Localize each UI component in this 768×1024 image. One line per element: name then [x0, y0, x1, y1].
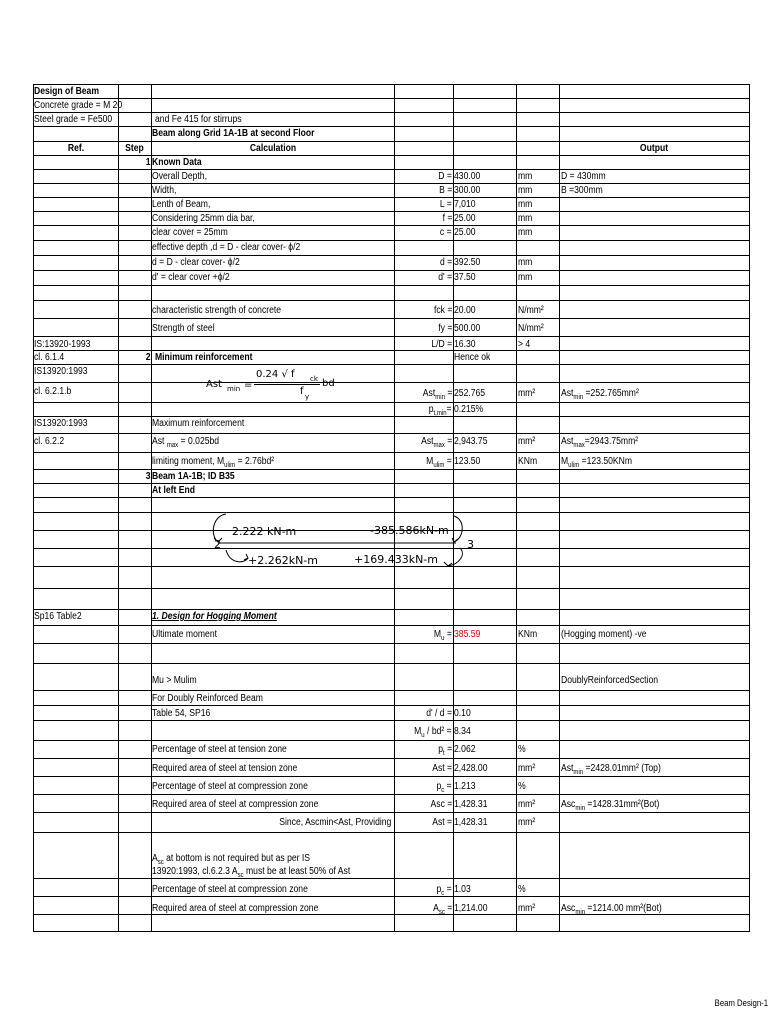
output-value: =1428.31mm²(Bot)	[585, 799, 660, 810]
note-text-rest: must be at least 50% of Ast	[243, 866, 351, 877]
formula-rest: = 0.025bd	[178, 436, 220, 447]
symbol-text: p	[438, 744, 443, 755]
grid-row-line	[33, 112, 750, 113]
formula-denominator: f	[300, 386, 304, 397]
calc-unit: mm²	[518, 388, 536, 399]
calc-symbol: L/D =	[431, 339, 452, 350]
label-text: limiting moment, M	[152, 456, 225, 467]
calc-symbol: c =	[440, 227, 452, 238]
symbol-text: Ast	[420, 436, 434, 447]
calc-label: d = D - clear cover- ϕ/2	[152, 257, 240, 268]
calc-label: Percentage of steel at tension zone	[152, 744, 287, 755]
ref-code: IS13920:1993	[34, 366, 88, 377]
calc-unit: KNm	[518, 456, 538, 467]
note-text: 13920:1993, cl.6.2.3 A	[152, 866, 238, 877]
label-subscript: ulim	[224, 462, 236, 469]
output-subscript: ulim	[568, 462, 580, 469]
calc-value: 25.00	[454, 227, 476, 238]
note-subscript: sc	[237, 872, 244, 879]
grid-row-line	[33, 720, 750, 721]
calc-label: Table 54, SP16	[152, 708, 211, 719]
sheet-title: Design of Beam	[34, 86, 99, 97]
output-value: =123.50KNm	[579, 456, 633, 467]
formula-subscript: max	[166, 442, 179, 449]
symbol-subscript: u	[421, 732, 425, 739]
calc-unit: %	[518, 781, 526, 792]
symbol-subscript: sc	[438, 909, 445, 916]
grid-row-line	[33, 183, 750, 184]
calc-unit: %	[518, 884, 526, 895]
grid-row-line	[33, 336, 750, 337]
calc-value: 123.50	[454, 456, 481, 467]
grid-row-line	[33, 740, 750, 741]
calc-value: 500.00	[454, 323, 481, 334]
section-subheading: At left End	[152, 485, 195, 496]
grid-row-line	[33, 497, 750, 498]
concrete-grade: Concrete grade = M 20	[34, 100, 123, 111]
calc-symbol: Asc =	[430, 799, 452, 810]
calc-value: 1.03	[454, 884, 471, 895]
grid-row-line	[33, 832, 750, 833]
fraction-bar	[254, 384, 320, 385]
calc-output	[561, 799, 659, 815]
ref-clause: cl. 6.1.4	[34, 352, 65, 363]
step-number: 3	[146, 471, 151, 482]
grid-column-line	[749, 84, 750, 932]
grid-row-line	[33, 169, 750, 170]
section-heading: Known Data	[152, 157, 202, 168]
grid-row-line	[33, 931, 750, 932]
grid-column-line	[118, 84, 119, 932]
grid-row-line	[33, 318, 750, 319]
sagging-arrow-right-icon	[448, 548, 462, 566]
output-subscript: min	[575, 805, 586, 812]
stirrup-grade: and Fe 415 for stirrups	[155, 114, 242, 125]
moment-bottom-right: +169.433kN-m	[354, 553, 438, 566]
grid-row-line	[33, 270, 750, 271]
grid-row-line	[33, 225, 750, 226]
note-subscript: sc	[157, 859, 164, 866]
grid-row-line	[33, 240, 750, 241]
calc-symbol	[434, 629, 452, 645]
section-heading: 1. Design for Hogging Moment	[152, 611, 277, 622]
calc-label: Required area of steel at tension zone	[152, 763, 298, 774]
calc-symbol: Ast$_{min}$ =	[422, 388, 452, 401]
calc-symbol: $p_{t,min}=$	[429, 404, 452, 417]
calc-unit: mm	[518, 272, 533, 283]
header-output: Output	[639, 143, 669, 154]
symbol-text: M	[426, 456, 434, 467]
calc-unit: mm	[518, 171, 533, 182]
formula-lhs: Ast	[206, 379, 222, 390]
output-subscript: min	[573, 394, 584, 401]
output-value: =2943.75mm²	[584, 436, 639, 447]
grid-row-line	[33, 350, 750, 351]
calc-unit: KNm	[518, 629, 538, 640]
ref-clause: cl. 6.2.2	[34, 436, 65, 447]
ast-min-formula	[206, 368, 346, 404]
section-heading: Minimum reinforcement	[155, 352, 253, 363]
grid-row-line	[33, 84, 750, 85]
grid-row-line	[33, 794, 750, 795]
calc-label: Percentage of steel at compression zone	[152, 884, 308, 895]
grid-row-line	[33, 625, 750, 626]
calc-unit: mm	[518, 227, 533, 238]
grid-row-line	[33, 643, 750, 644]
moment-bottom-left: +2.262kN-m	[248, 554, 318, 567]
grid-row-line	[33, 300, 750, 301]
grid-row-line	[33, 402, 750, 403]
calc-label: Lenth of Beam,	[152, 199, 211, 210]
grid-row-line	[33, 126, 750, 127]
calc-label: clear cover = 25mm	[152, 227, 228, 238]
output-text: Ast	[561, 763, 574, 774]
grid-row-line	[33, 433, 750, 434]
calc-symbol	[437, 884, 452, 900]
grid-column-line	[33, 84, 34, 932]
calc-value: 392.50	[454, 257, 481, 268]
calc-symbol	[438, 744, 452, 760]
symbol-text: M	[434, 629, 442, 640]
header-ref: Ref.	[67, 143, 85, 154]
calc-label: Required area of steel at compression zone	[152, 903, 319, 914]
symbol-subscript: u	[441, 635, 445, 642]
moment-top-right: -385.586kN-m	[370, 524, 449, 537]
grid-row-line	[33, 285, 750, 286]
calc-label: Since, Ascmin<Ast, Providing	[278, 817, 391, 828]
calc-value: 2,943.75	[454, 436, 488, 447]
grid-row-line	[33, 588, 750, 589]
output-subscript: min	[573, 769, 584, 776]
calc-value: 16.30	[454, 339, 476, 350]
grid-row-line	[33, 452, 750, 453]
output-text: Asc	[561, 903, 576, 914]
grid-row-line	[33, 705, 750, 706]
calc-value: 7,010	[454, 199, 476, 210]
formula-lhs-sub: min	[227, 385, 241, 393]
calc-unit: > 4	[518, 339, 531, 350]
formula-text: Ast	[152, 436, 167, 447]
grid-row-line	[33, 255, 750, 256]
steel-grade: Steel grade = Fe500	[34, 114, 113, 125]
symbol-text: p	[429, 404, 434, 415]
node-left-label: 2	[214, 538, 221, 551]
output-value: =2428.01mm² (Top)	[583, 763, 661, 774]
calc-value: 20.00	[454, 305, 476, 316]
calc-symbol	[437, 781, 452, 797]
beam-location: Beam along Grid 1A-1B at second Floor	[152, 128, 315, 139]
output-subscript: min	[575, 909, 586, 916]
calc-output: B =300mm	[561, 185, 603, 196]
calc-symbol: B =	[438, 185, 452, 196]
calc-symbol: fck =	[433, 305, 452, 316]
calc-unit: mm²	[518, 799, 536, 810]
ref-clause: cl. 6.2.1.b	[34, 386, 72, 397]
calc-label	[152, 436, 219, 452]
note-line-2	[152, 866, 350, 882]
calc-symbol: D =	[438, 171, 452, 182]
calc-unit: mm	[518, 185, 533, 196]
symbol-text: p	[436, 884, 442, 895]
symbol-subscript: min	[434, 394, 445, 401]
calc-output	[561, 903, 662, 919]
output-value: =252.765mm²	[583, 388, 639, 399]
calc-symbol	[433, 903, 452, 919]
calc-label: effective depth ,d = D - clear cover- ϕ/2	[152, 242, 301, 253]
symbol-text: M	[414, 726, 422, 737]
calc-label: For Doubly Reinforced Beam	[152, 693, 263, 704]
formula-numerator-sub: ck	[310, 375, 318, 383]
calc-label	[152, 456, 274, 472]
grid-row-line	[33, 469, 750, 470]
grid-row-line	[33, 878, 750, 879]
grid-row-line	[33, 382, 750, 383]
grid-row-line	[33, 197, 750, 198]
calc-unit: %	[518, 744, 526, 755]
sheet-footer: Beam Design-1	[714, 998, 768, 1008]
calc-symbol: d' / d =	[426, 708, 452, 719]
hogging-arrow-right-icon	[454, 516, 462, 542]
grid-row-line	[33, 155, 750, 156]
calc-symbol: Ast$_{max}$ =	[420, 436, 452, 449]
calc-unit: mm²	[518, 763, 536, 774]
grid-row-line	[33, 364, 750, 365]
ultimate-moment-value: 385.59	[454, 629, 481, 640]
grid-row-line	[33, 98, 750, 99]
symbol-text: Ast	[422, 388, 435, 399]
calc-value: 252.765	[454, 388, 486, 399]
formula-denominator-sub: y	[305, 393, 310, 401]
symbol-subscript: c	[441, 890, 445, 897]
symbol-text: p	[436, 781, 442, 792]
grid-row-line	[33, 141, 750, 142]
header-calculation: Calculation	[249, 143, 297, 154]
calc-value: 37.50	[454, 272, 476, 283]
calc-unit: N/mm²	[518, 323, 544, 334]
calc-unit: mm²	[518, 436, 536, 447]
calc-unit: mm	[518, 257, 533, 268]
calc-unit: mm²	[518, 817, 536, 828]
calc-value: 2.062	[454, 744, 476, 755]
calc-label: Mu > Mulim	[152, 675, 197, 686]
grid-row-line	[33, 758, 750, 759]
grid-row-line	[33, 609, 750, 610]
note-symbol: A	[152, 853, 158, 864]
step-number: 2	[146, 352, 151, 363]
calc-value: 0.10	[454, 708, 471, 719]
calc-value: 25.00	[454, 213, 476, 224]
symbol-subscript: t,min	[433, 410, 447, 417]
symbol-equals: =	[444, 903, 452, 914]
calc-symbol: $M_{ulim}$ =	[426, 456, 452, 469]
calc-output	[561, 456, 632, 472]
calc-value: 8.34	[454, 726, 471, 737]
grid-column-line	[394, 84, 395, 932]
calc-value: 1,214.00	[454, 903, 488, 914]
ref-code: Sp16 Table2	[34, 611, 82, 622]
calc-label: characteristic strength of concrete	[152, 305, 282, 316]
symbol-equals: =	[444, 744, 452, 755]
calc-unit: mm	[518, 199, 533, 210]
header-step: Step	[125, 143, 144, 154]
calc-output: DoublyReinforcedSection	[561, 675, 659, 686]
formula-equals: =	[244, 380, 253, 391]
grid-row-line	[33, 663, 750, 664]
calc-value: 300.00	[454, 185, 481, 196]
calc-label: Strength of steel	[152, 323, 215, 334]
calc-value: 0.215%	[454, 404, 484, 415]
calc-symbol: Ast =	[432, 817, 452, 828]
calc-output	[561, 436, 638, 452]
calc-symbol	[414, 726, 452, 742]
symbol-subscript: c	[441, 787, 445, 794]
symbol-rest: / bd² =	[424, 726, 452, 737]
symbol-equals: =	[444, 781, 452, 792]
calc-value: 1,428.31	[454, 799, 488, 810]
calc-output	[561, 763, 661, 779]
calc-label: Percentage of steel at compression zone	[152, 781, 308, 792]
grid-column-line	[559, 84, 560, 932]
output-text: Asc	[561, 799, 576, 810]
grid-row-line	[33, 483, 750, 484]
output-value: =1214.00 mm²(Bot)	[585, 903, 662, 914]
calc-symbol: L =	[440, 199, 452, 210]
calc-symbol: d' =	[438, 272, 452, 283]
symbol-text: A	[432, 903, 439, 914]
moment-top-left: 2.222 kN-m	[232, 525, 297, 538]
calc-unit: mm²	[518, 903, 536, 914]
output-subscript: max	[573, 442, 585, 449]
symbol-equals: =	[444, 884, 452, 895]
calc-symbol: d =	[439, 257, 452, 268]
grid-row-line	[33, 690, 750, 691]
check-result: Hence ok	[454, 352, 491, 363]
symbol-subscript: max	[433, 442, 445, 449]
calc-unit: N/mm²	[518, 305, 544, 316]
grid-row-line	[33, 416, 750, 417]
symbol-subscript: ulim	[433, 462, 445, 469]
calc-value: 430.00	[454, 171, 481, 182]
calc-label: Required area of steel at compression zone	[152, 799, 319, 810]
calc-output: (Hogging moment) -ve	[561, 629, 647, 640]
node-right-label: 3	[467, 538, 474, 551]
section-heading: Beam 1A-1B; ID B35	[152, 471, 235, 482]
moment-diagram	[200, 510, 500, 574]
calc-output	[561, 388, 639, 404]
symbol-equals: =	[444, 629, 452, 640]
calc-symbol: f =	[442, 213, 452, 224]
calc-symbol: fy =	[437, 323, 452, 334]
calc-output: D = 430mm	[561, 171, 606, 182]
calc-label: d' = clear cover +ϕ/2	[152, 272, 230, 283]
grid-row-line	[33, 896, 750, 897]
output-text: M	[561, 456, 569, 467]
ref-code: IS:13920-1993	[34, 339, 91, 350]
calc-value: 1.213	[454, 781, 476, 792]
note-text: at bottom is not required but as per IS	[163, 853, 311, 864]
formula-bd: bd	[322, 378, 335, 389]
label-rest: = 2.76bd²	[235, 456, 275, 467]
calc-label: Width,	[152, 185, 177, 196]
calc-value: 1,428.31	[454, 817, 488, 828]
step-number: 1	[146, 157, 151, 168]
output-text: Ast	[561, 436, 574, 447]
output-text: Ast	[561, 388, 574, 399]
symbol-subscript: t	[442, 750, 445, 757]
calc-label: Maximum reinforcement	[152, 418, 245, 429]
calc-value: 2,428.00	[454, 763, 488, 774]
calc-label: Overall Depth,	[152, 171, 207, 182]
calc-symbol: Ast =	[432, 763, 452, 774]
calc-unit: mm	[518, 213, 533, 224]
calc-label: Ultimate moment	[152, 629, 217, 640]
formula-numerator: 0.24 √ f	[256, 369, 295, 380]
grid-column-line	[516, 84, 517, 932]
calc-label: Considering 25mm dia bar,	[152, 213, 255, 224]
ref-code: IS13920:1993	[34, 418, 88, 429]
grid-row-line	[33, 211, 750, 212]
